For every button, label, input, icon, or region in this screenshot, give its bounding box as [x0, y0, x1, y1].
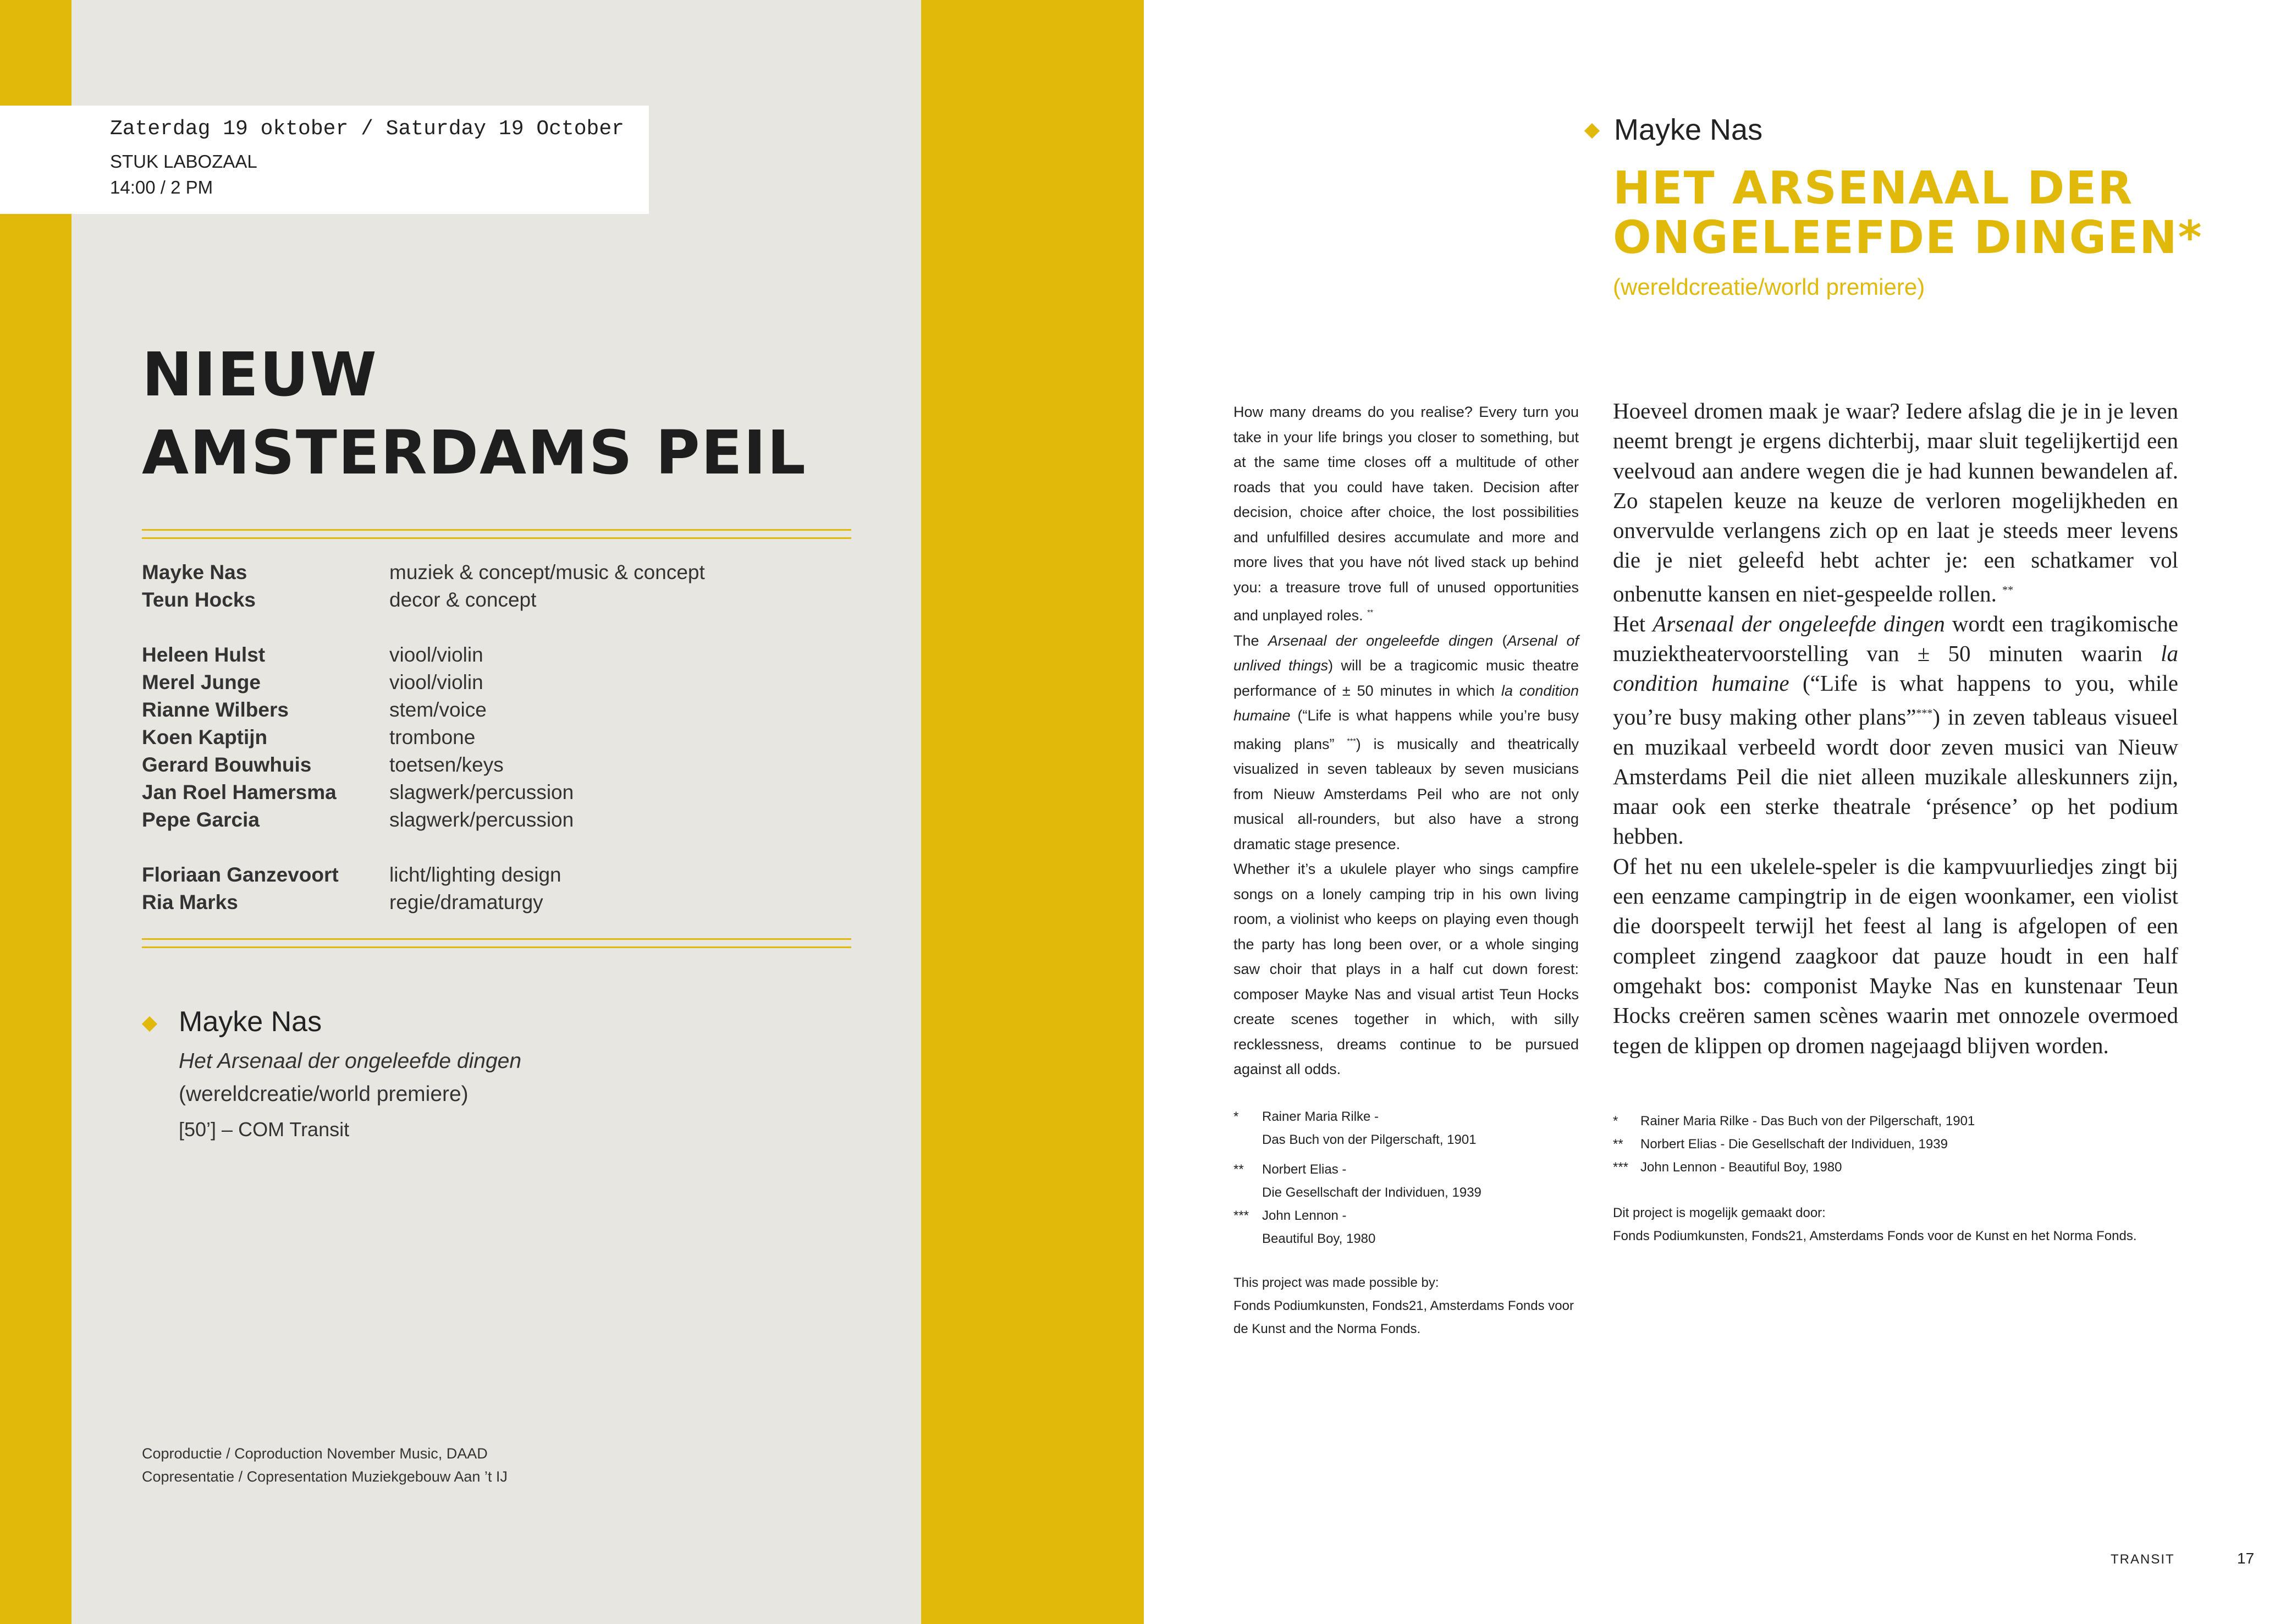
- divider-top: [142, 529, 851, 539]
- credit-role: stem/voice: [389, 698, 487, 721]
- footer-label: TRANSIT: [2111, 1552, 2175, 1567]
- left-yellow-band: [0, 0, 71, 1624]
- text-run: (: [1493, 632, 1507, 649]
- english-p1-text: How many dreams do you realise? Every turn you take in your life brings you closer to something, but at the same time closes off a multitude of other roads that you could have taken. Decision after decision, choice after choice, the lost possibilities and unfulfilled desires accumulate and more and more lives that you have nót lived stack up behind you: a treasure trove full of unused opportunities and unplayed roles.: [1233, 404, 1579, 624]
- italic-run: Arsenal of unlived things: [1233, 632, 1579, 674]
- dutch-text: [1613, 396, 2178, 1060]
- footnote-mark: **: [1367, 608, 1374, 616]
- italic-run: Arsenaal der ongeleefde dingen: [1652, 610, 1945, 636]
- footnote-text: Norbert Elias - Die Gesellschaft der Individuen, 1939: [1640, 1137, 1948, 1152]
- credit-name: Pepe Garcia: [142, 808, 260, 831]
- page-number: 17: [2237, 1550, 2255, 1567]
- credit-role: muziek & concept/music & concept: [389, 561, 705, 583]
- credit-row: [142, 561, 857, 588]
- credit-row: [142, 753, 857, 781]
- copresentation-text: Copresentatie / Copresentation Muziekgebouw Aan ’t IJ: [142, 1468, 508, 1485]
- divider-bottom: [142, 938, 851, 948]
- program-status: (wereldcreatie/world premiere): [179, 1082, 469, 1106]
- credit-role: licht/lighting design: [389, 863, 561, 886]
- text-run: ) is musically and theatrically visualized in seven tableaux by seven musicians from Nieuw Amsterdams Peil who are not only musical all-rounders, but also have a strong dramatic stage presence.: [1233, 735, 1579, 852]
- support-line: Fonds Podiumkunsten, Fonds21, Amsterdams Fonds voor de Kunst en het Norma Fonds.: [1613, 1229, 2137, 1243]
- footnote-line: Norbert Elias -: [1262, 1162, 1347, 1177]
- footnote: [1613, 1156, 2179, 1179]
- footnote-text: Rainer Maria Rilke - Das Buch von der Pilgerschaft, 1901: [1640, 1114, 1975, 1128]
- credit-row: [142, 698, 857, 726]
- credit-role: toetsen/keys: [389, 753, 504, 776]
- footnote-marker: *: [1613, 1114, 1618, 1128]
- footnote-mark: **: [2002, 583, 2014, 596]
- dutch-footnotes: [1613, 1110, 2179, 1179]
- footnote-marker: ***: [1233, 1208, 1249, 1223]
- support-label: Dit project is mogelijk gemaakt door:: [1613, 1205, 1826, 1220]
- credit-role: decor & concept: [389, 588, 537, 611]
- work-title-line-2: ONGELEEFDE DINGEN*: [1613, 212, 2203, 264]
- credit-role: trombone: [389, 726, 476, 748]
- dutch-paragraph-2: [1613, 609, 2178, 851]
- credit-row: [142, 643, 857, 671]
- credit-name: Merel Junge: [142, 671, 261, 693]
- english-paragraph-3: Whether it’s a ukulele player who sings campfire songs on a lonely camping trip in his own living room, a violinist who keeps on playing even though the party has long been over, or a whole singing saw choir that plays in a half cut down forest: composer Mayke Nas and visual artist Teun Hocks create scenes together in which, with silly recklessness, dreams continue to be pursued against all odds.: [1233, 861, 1579, 1077]
- credit-name: Mayke Nas: [142, 561, 247, 583]
- support-line: de Kunst and the Norma Fonds.: [1233, 1322, 1421, 1336]
- diamond-bullet-icon: [1584, 123, 1600, 139]
- italic-run: la condition humaine: [1613, 641, 2178, 696]
- dutch-paragraph-3: Of het nu een ukelele-speler is die kampvuurliedjes zingt bij een eenzame campingtrip in de eigen woonkamer, een violist die doorspeelt terwijl het feest al lang is afgelopen of een compleet zingend zaagkoor dat pauze houdt in een half omgehakt bos: componist Mayke Nas en kunstenaar Teun Hocks creëren samen scènes waarin met onnozele overmoed tegen de klippen op dromen nagejaagd blijven worden.: [1613, 853, 2178, 1058]
- footnote-marker: ***: [1613, 1160, 1629, 1175]
- english-paragraph-2: [1233, 629, 1579, 857]
- program-composer: Mayke Nas: [179, 1006, 322, 1038]
- footnote-line: Die Gesellschaft der Individuen, 1939: [1262, 1185, 1481, 1200]
- program-work: Het Arsenaal der ongeleefde dingen: [179, 1049, 522, 1073]
- footnote: [1613, 1133, 2179, 1156]
- credit-name: Jan Roel Hamersma: [142, 781, 337, 803]
- text-run: The: [1233, 632, 1268, 649]
- support-label: This project was made possible by:: [1233, 1275, 1439, 1290]
- footnote-line: Das Buch von der Pilgerschaft, 1901: [1262, 1132, 1477, 1147]
- work-title: [1613, 164, 2203, 263]
- credit-name: Rianne Wilbers: [142, 698, 289, 721]
- footnote-line: Rainer Maria Rilke -: [1262, 1109, 1379, 1124]
- credit-role: viool/violin: [389, 671, 483, 693]
- credit-row: [142, 671, 857, 698]
- ensemble-title: [142, 335, 807, 492]
- text-run: ) in zeven tableaus visueel en muzikaal verbeeld wordt door zeven musici van Nieuw Amsterdams Peil die niet alleen muzikale alleskunners zijn, maar ook een sterke theatrale ‘présence’ op het podium hebben.: [1613, 704, 2178, 849]
- english-text: [1233, 400, 1579, 1082]
- work-subtitle: (wereldcreatie/world premiere): [1613, 274, 1925, 300]
- italic-run: la condition humaine: [1233, 682, 1579, 724]
- footnote-line: John Lennon -: [1262, 1208, 1347, 1223]
- credit-name: Ria Marks: [142, 891, 238, 913]
- footnote-mark: ***: [1916, 707, 1933, 719]
- footnote-mark: ***: [1347, 736, 1356, 745]
- credit-row: [142, 808, 857, 836]
- credit-name: Teun Hocks: [142, 588, 256, 611]
- text-run: (“Life is what happens to you, while you’re busy making other plans”: [1613, 670, 2178, 730]
- english-support: [1233, 1271, 1585, 1341]
- credit-row: [142, 726, 857, 753]
- coproduction-text: Coproductie / Coproduction November Music, DAAD: [142, 1445, 488, 1462]
- ensemble-title-line-2: AMSTERDAMS PEIL: [142, 417, 807, 488]
- dutch-p1-text: Hoeveel dromen maak je waar? Iedere afslag die je in je leven neemt brengt je ergens dichterbij, maar sluit tegelijkertijd een veelvoud aan andere wegen die je had kunnen bewandelen af. Zo stapelen keuze na keuze de verloren mogelijkheden en onvervulde verlangens zich op en laat je steeds meer levens die je niet geleefd hebt achter je: een schatkamer vol onbenutte kansen en niet-gespeelde rollen.: [1613, 398, 2178, 607]
- credit-name: Heleen Hulst: [142, 643, 266, 666]
- footnote-marker: **: [1233, 1162, 1244, 1177]
- credit-row: [142, 891, 857, 918]
- credit-name: Gerard Bouwhuis: [142, 753, 312, 776]
- english-footnotes: [1233, 1105, 1585, 1251]
- program-duration: [50’] – COM Transit: [179, 1118, 350, 1141]
- event-venue: STUK LABOZAAL: [110, 151, 257, 172]
- middle-yellow-band: [921, 0, 1144, 1624]
- credit-name: Floriaan Ganzevoort: [142, 863, 339, 886]
- footnote-marker: *: [1233, 1109, 1239, 1124]
- credit-name: Koen Kaptijn: [142, 726, 268, 748]
- event-date: Zaterdag 19 oktober / Saturday 19 October: [110, 117, 624, 141]
- ensemble-title-line-1: NIEUW: [142, 339, 378, 410]
- right-composer: Mayke Nas: [1614, 113, 1763, 146]
- credit-row: [142, 781, 857, 808]
- work-title-line-1: HET ARSENAAL DER: [1613, 162, 2134, 214]
- credit-role: viool/violin: [389, 643, 483, 666]
- footnote: [1233, 1204, 1585, 1251]
- footnote-line: Beautiful Boy, 1980: [1262, 1231, 1376, 1246]
- footnote-text: John Lennon - Beautiful Boy, 1980: [1640, 1160, 1842, 1175]
- text-run: wordt een tragikomische muziektheatervoorstelling van ± 50 minuten waarin: [1613, 610, 2178, 667]
- dutch-paragraph-1: [1613, 396, 2178, 609]
- credit-role: slagwerk/percussion: [389, 781, 574, 803]
- text-run: (“Life is what happens while you’re busy making plans”: [1233, 707, 1579, 752]
- credit-role: regie/dramaturgy: [389, 891, 543, 913]
- italic-run: Arsenaal der ongeleefde dingen: [1268, 632, 1494, 649]
- footnote: [1613, 1110, 2179, 1133]
- text-run: Het: [1613, 610, 1653, 636]
- credit-row: [142, 863, 857, 891]
- credits-list: [142, 561, 857, 924]
- footnote: [1233, 1105, 1585, 1158]
- footnote: [1233, 1158, 1585, 1204]
- event-time: 14:00 / 2 PM: [110, 177, 213, 197]
- footnote-marker: **: [1613, 1137, 1623, 1152]
- credit-row: [142, 588, 857, 616]
- support-line: Fonds Podiumkunsten, Fonds21, Amsterdams Fonds voor: [1233, 1298, 1574, 1313]
- dutch-support: [1613, 1202, 2218, 1248]
- english-paragraph-1: [1233, 400, 1579, 629]
- text-run: ) will be a tragicomic music theatre performance of ± 50 minutes in which: [1233, 657, 1579, 699]
- credit-role: slagwerk/percussion: [389, 808, 574, 831]
